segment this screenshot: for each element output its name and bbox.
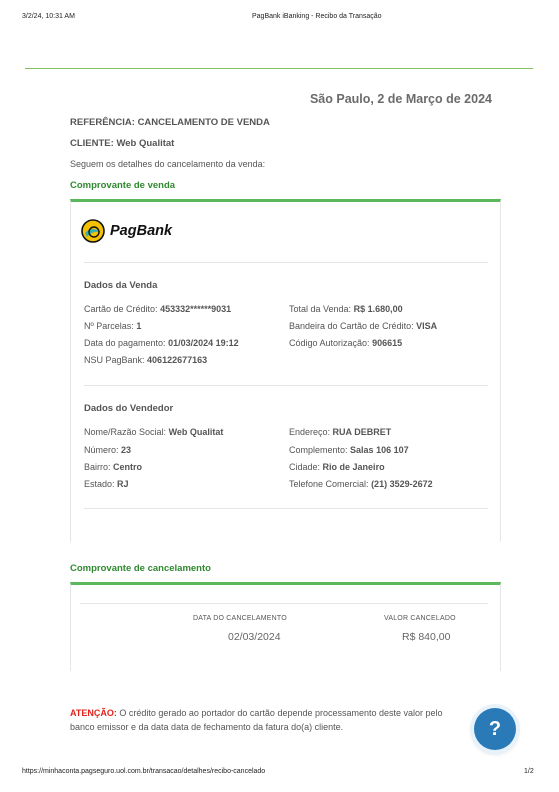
seller-city-value: Rio de Janeiro [322,462,385,472]
total-label: Total da Venda: [289,304,352,314]
print-url: https://minhaconta.pagseguro.uol.com.br/transacao/detalhes/recibo-cancelado [22,768,266,775]
cancel-receipt-title: Comprovante de cancelamento [70,563,211,574]
city-date: São Paulo, 2 de Março de 2024 [309,92,492,106]
pagbank-logo-icon [81,219,105,243]
seller-district-value: Centro [113,462,143,472]
seller-number-value: 23 [121,445,132,455]
total-row [289,304,403,314]
cancel-receipt-card [70,582,501,671]
seller-phone-row [289,479,433,489]
seller-number-row [84,445,131,455]
seller-city-label: Cidade: [289,462,321,472]
seller-address-label: Endereço: [289,427,331,437]
client-value: Web Qualitat [116,138,175,149]
help-button[interactable] [474,708,516,750]
cancel-amount-value: R$ 840,00 [402,631,451,643]
reference-line [70,117,270,128]
seller-number-label: Número: [84,445,119,455]
seller-complement-value: Salas 106 107 [350,445,409,455]
payment-date-row [84,338,239,348]
seller-district-row [84,462,142,472]
nsu-row [84,355,207,365]
header-divider [25,68,533,69]
auth-code-row [289,338,402,348]
card-number-value: 453332******9031 [160,304,232,314]
seller-phone-value: (21) 3529-2672 [371,479,433,489]
card-brand-row [289,321,437,331]
sale-data-heading: Dados da Venda [84,280,158,291]
cancel-amount-label: VALOR CANCELADO [384,615,456,622]
seller-state-value: RJ [117,479,129,489]
installments-label: Nº Parcelas: [84,321,134,331]
seller-state-label: Estado: [84,479,115,489]
warning-text-1: O crédito gerado ao portador do cartão depende processamento deste valor pelo [119,708,443,718]
total-value: R$ 1.680,00 [353,304,403,314]
reference-label: REFERÊNCIA: [70,117,135,128]
card-divider [84,262,488,263]
seller-name-value: Web Qualitat [168,427,224,437]
seller-name-row [84,427,223,437]
nsu-label: NSU PagBank: [84,355,145,365]
card-number-label: Cartão de Crédito: [84,304,158,314]
sale-receipt-card [70,199,501,542]
card-divider [80,603,488,604]
card-divider [84,385,488,386]
seller-name-label: Nome/Razão Social: [84,427,167,437]
card-number-row [84,304,231,314]
installments-value: 1 [136,321,142,331]
card-brand-value: VISA [416,321,438,331]
print-title: PagBank iBanking - Recibo da Transação [252,13,382,20]
payment-date-label: Data do pagamento: [84,338,166,348]
seller-phone-label: Telefone Comercial: [289,479,369,489]
auth-code-value: 906615 [372,338,403,348]
seller-address-row [289,427,391,437]
client-line [70,138,174,149]
seller-city-row [289,462,385,472]
cancel-date-label: DATA DO CANCELAMENTO [193,615,287,622]
warning-text-2: banco emissor e da data data de fechamento da fatura do(a) cliente. [70,722,344,732]
card-divider [84,508,488,509]
pagbank-logo-text: PagBank [110,223,173,239]
seller-complement-label: Complemento: [289,445,348,455]
warning-line-1 [70,708,443,718]
nsu-value: 406122677163 [147,355,208,365]
payment-date-value: 01/03/2024 19:12 [168,338,239,348]
cancel-date-value: 02/03/2024 [228,631,281,643]
auth-code-label: Código Autorização: [289,338,370,348]
print-datetime: 3/2/24, 10:31 AM [22,13,75,20]
help-icon: ? [488,717,502,740]
reference-value: CANCELAMENTO DE VENDA [137,117,270,128]
seller-district-label: Bairro: [84,462,111,472]
seller-data-heading: Dados do Vendedor [84,403,174,414]
client-label: CLIENTE: [70,138,114,149]
seller-state-row [84,479,129,489]
installments-row [84,321,141,331]
sale-receipt-title: Comprovante de venda [70,180,176,191]
seller-address-value: RUA DEBRET [332,427,392,437]
card-brand-label: Bandeira do Cartão de Crédito: [289,321,414,331]
seller-complement-row [289,445,409,455]
warning-label: ATENÇÃO: [70,708,117,718]
print-page-number: 1/2 [524,768,534,775]
intro-text: Seguem os detalhes do cancelamento da venda: [70,159,266,169]
